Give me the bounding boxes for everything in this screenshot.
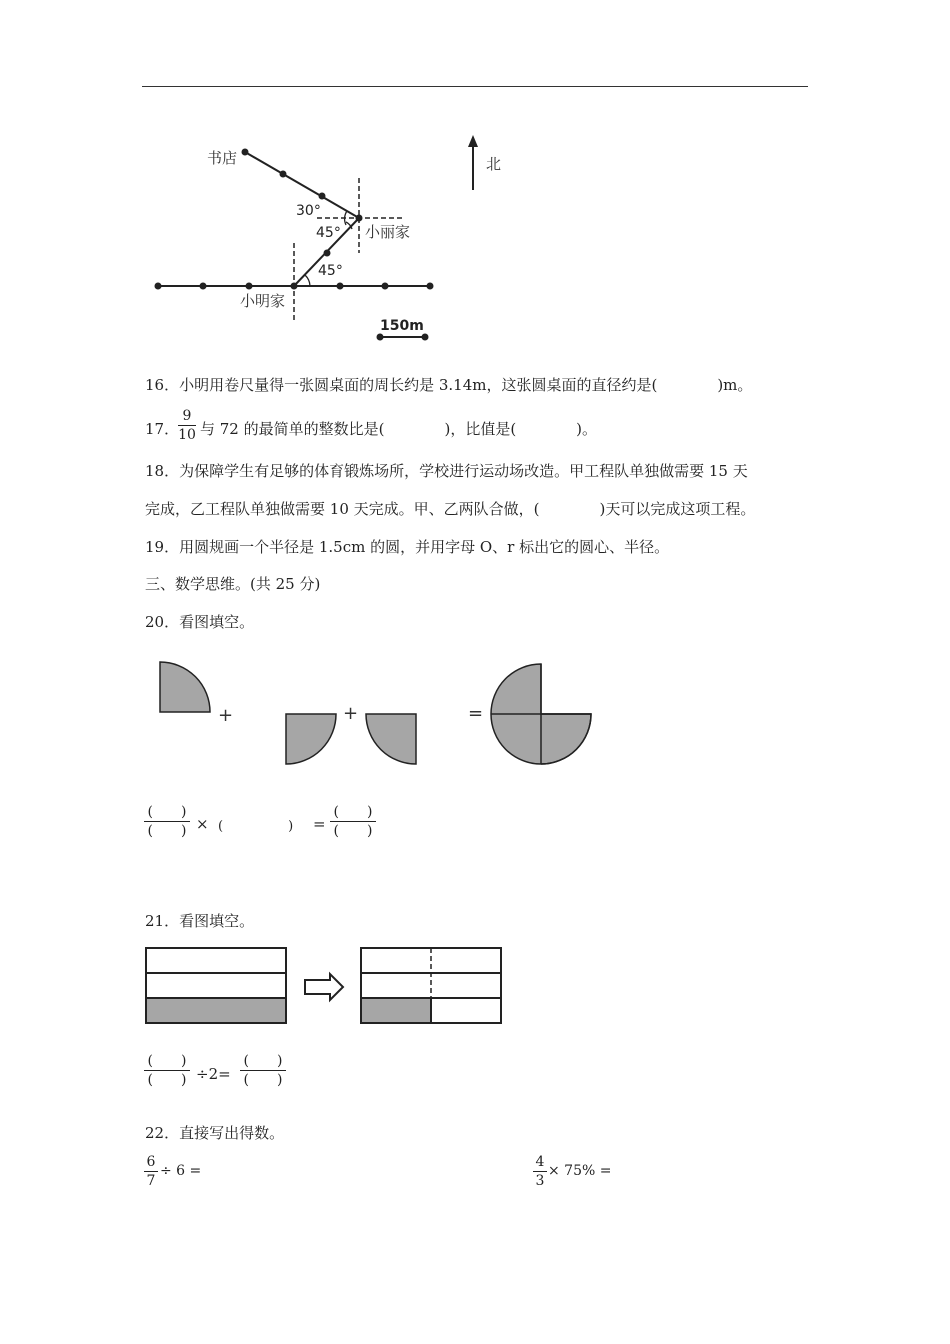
question-20: 20．看图填空。 [145, 613, 255, 631]
q21-fraction-2: ( ) ( ) [240, 1052, 286, 1089]
q22-fraction-a: $\frac{6}{7}$ [144, 1153, 158, 1190]
q20-eq: = [313, 815, 326, 833]
quarter-circles-figure [150, 655, 610, 775]
section-3-heading: 三、数学思维。(共 25 分) [145, 575, 321, 593]
north-arrow-head [468, 135, 478, 147]
q21-divide: ÷2= [196, 1065, 231, 1083]
scale-label: 150m [380, 318, 424, 334]
question-17-number: 17． [145, 420, 180, 438]
question-22: 22．直接写出得数。 [145, 1124, 285, 1142]
svg-text:+: + [343, 703, 359, 724]
q22-expression-a: ÷ 6 = [160, 1163, 202, 1179]
question-21: 21．看图填空。 [145, 912, 255, 930]
question-19: 19．用圆规画一个半径是 1.5cm 的圆，并用字母 O、r 标出它的圆心、半径。 [145, 538, 670, 556]
question-17-text: 与 72 的最简单的整数比是( )，比值是( )。 [200, 420, 598, 438]
q22-expression-b: × 75% = [548, 1163, 612, 1179]
angle-45-lower-label: 45° [318, 263, 343, 279]
q22-fraction-b: $\frac{4}{3}$ [533, 1153, 547, 1190]
q20-fraction-1: ( ) ( ) [144, 803, 190, 840]
fraction-9-10: $\frac{9}{10}$ [178, 408, 196, 443]
q20-paren-blank: ( ) [218, 819, 294, 834]
q20-times: × [196, 815, 209, 833]
svg-text:=: = [468, 703, 484, 724]
svg-text:+: + [218, 705, 234, 726]
question-16: 16．小明用卷尺量得一张圆桌面的周长约是 3.14m，这张圆桌面的直径约是( )m。 [145, 376, 753, 394]
angle-45-upper-label: 45° [316, 225, 341, 241]
q20-fraction-2: ( ) ( ) [330, 803, 376, 840]
question-18-line2: 完成，乙工程队单独做需要 10 天完成。甲、乙两队合做，( )天可以完成这项工程。 [145, 500, 756, 518]
rectangle-division-figure [140, 942, 510, 1032]
north-label: 北 [486, 155, 502, 173]
header-rule [142, 86, 808, 87]
q21-fraction-1: ( ) ( ) [144, 1052, 190, 1089]
xiaoming-label: 小明家 [240, 292, 286, 310]
xiaoli-label: 小丽家 [365, 223, 411, 241]
angle-30-label: 30° [296, 203, 321, 219]
bookstore-label: 书店 [207, 149, 238, 167]
direction-map [140, 125, 520, 350]
question-18-line1: 18．为保障学生有足够的体育锻炼场所，学校进行运动场改造。甲工程队单独做需要 15 天 [145, 462, 748, 480]
